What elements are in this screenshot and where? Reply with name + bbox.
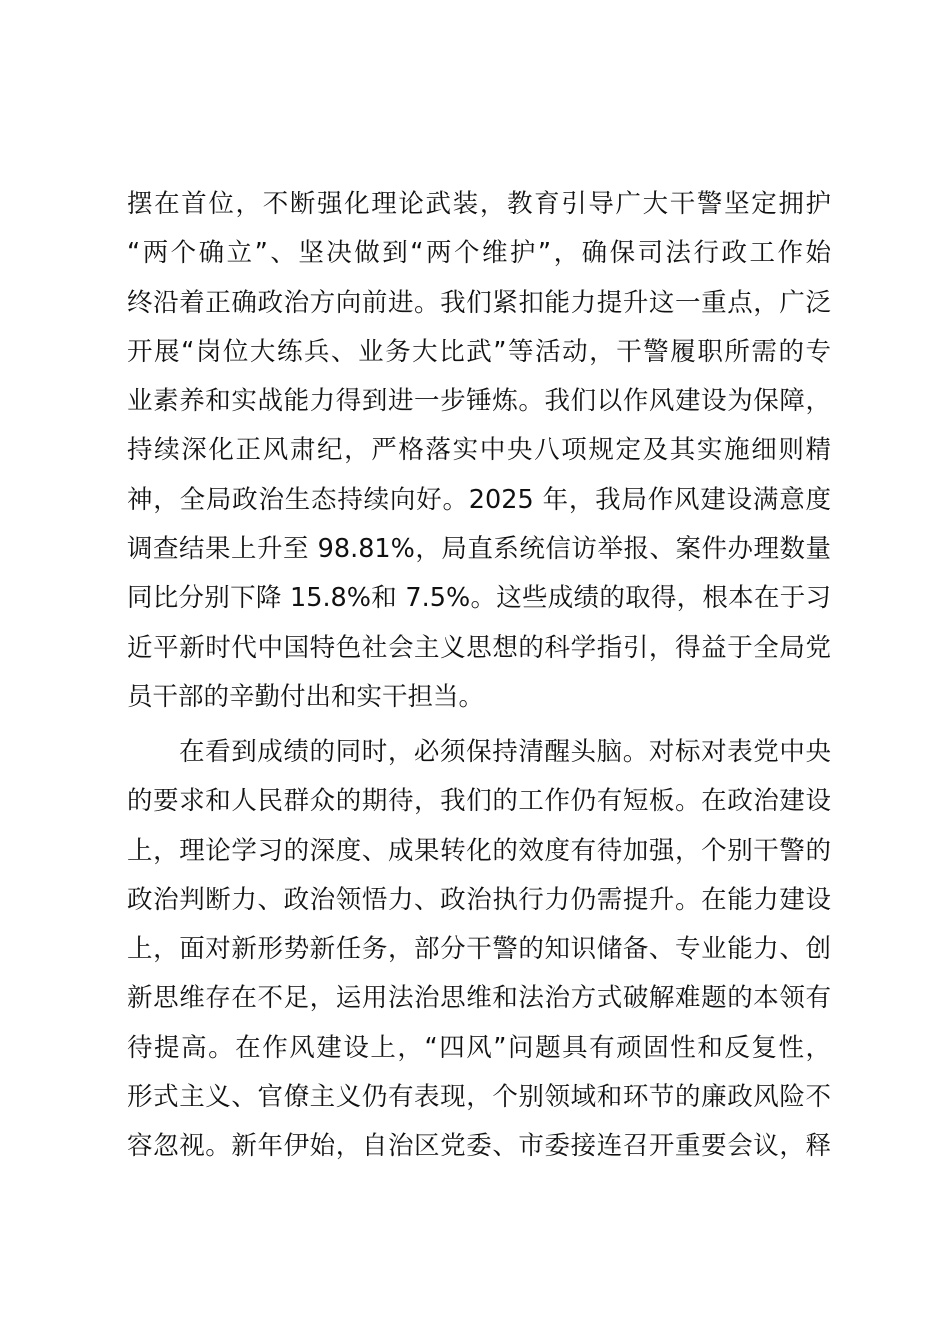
- text-line: 摆在首位，不断强化理论武装，教育引导广大干警坚定拥护: [127, 189, 831, 219]
- text-line: 神，全局政治生态持续向好。2025 年，我局作风建设满意度: [127, 484, 831, 515]
- text-line: 政治判断力、政治领悟力、政治执行力仍需提升。在能力建设: [127, 884, 831, 915]
- text-line: “两个确立”、坚决做到“两个维护”，确保司法行政工作始: [127, 238, 831, 269]
- text-line: 同比分别下降 15.8%和 7.5%。这些成绩的取得，根本在于习: [127, 583, 831, 614]
- text-line: 近平新时代中国特色社会主义思想的科学指引，得益于全局党: [127, 632, 831, 663]
- text-line: 开展“岗位大练兵、业务大比武”等活动，干警履职所需的专: [127, 336, 831, 367]
- text-line: 终沿着正确政治方向前进。我们紧扣能力提升这一重点，广泛: [127, 287, 831, 318]
- text-line: 形式主义、官僚主义仍有表现，个别领域和环节的廉政风险不: [127, 1082, 831, 1113]
- text-line: 上，面对新形势新任务，部分干警的知识储备、专业能力、创: [127, 934, 831, 965]
- text-line: 业素养和实战能力得到进一步锤炼。我们以作风建设为保障，: [127, 386, 831, 417]
- text-line: 容忽视。新年伊始，自治区党委、市委接连召开重要会议，释: [127, 1131, 831, 1162]
- paragraph-shortcomings: [127, 728, 831, 1172]
- text-line: 在看到成绩的同时，必须保持清醒头脑。对标对表党中央: [179, 737, 831, 767]
- text-line: 持续深化正风肃纪，严格落实中央八项规定及其实施细则精: [127, 435, 831, 466]
- text-line: 员干部的辛勤付出和实干担当。: [127, 681, 485, 712]
- text-line: 调查结果上升至 98.81%，局直系统信访举报、案件办理数量: [127, 534, 831, 565]
- paragraph-achievements: [127, 180, 831, 722]
- text-line: 上，理论学习的深度、成果转化的效度有待加强，个别干警的: [127, 835, 831, 866]
- text-line: 待提高。在作风建设上，“四风”问题具有顽固性和反复性，: [127, 1032, 831, 1063]
- text-line: 新思维存在不足，运用法治思维和法治方式破解难题的本领有: [127, 983, 831, 1014]
- text-line: 的要求和人民群众的期待，我们的工作仍有短板。在政治建设: [127, 786, 831, 817]
